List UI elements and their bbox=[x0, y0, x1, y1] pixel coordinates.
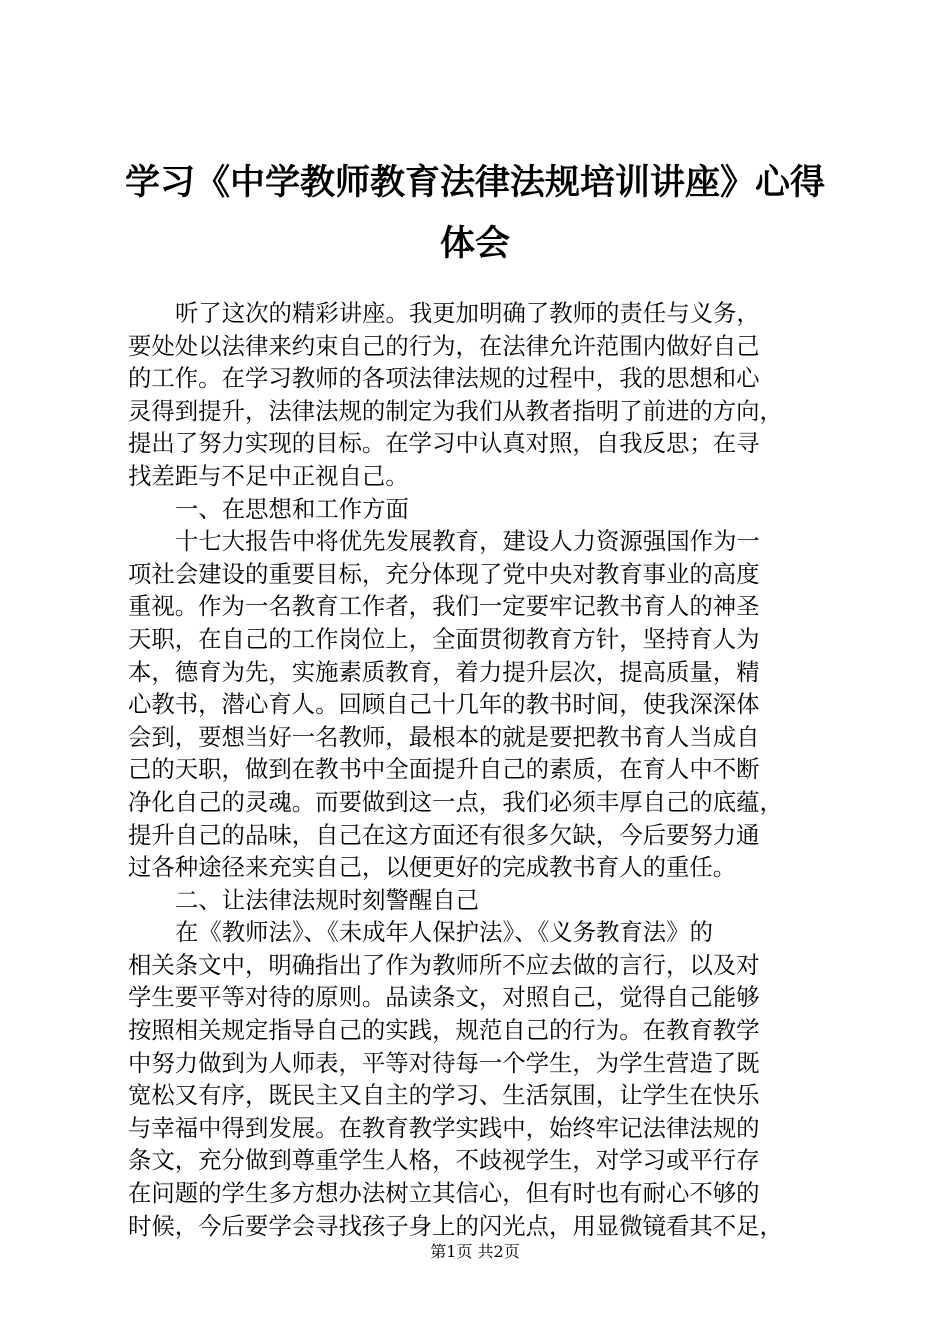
paragraph-line: 十七大报告中将优先发展教育，建设人力资源强国作为一 bbox=[175, 527, 760, 556]
paragraph-line: 与幸福中得到发展。在教育教学实践中，始终牢记法律法规的 bbox=[128, 1113, 760, 1142]
paragraph-line: 宽松又有序，既民主又自主的学习、生活氛围，让学生在快乐 bbox=[128, 1081, 760, 1110]
paragraph-line: 天职，在自己的工作岗位上，全面贯彻教育方针，坚持育人为 bbox=[128, 624, 760, 653]
page-number-footer: 第1页 共2页 bbox=[430, 1242, 520, 1261]
paragraph-line: 时候，今后要学会寻找孩子身上的闪光点，用显微镜看其不足， bbox=[128, 1211, 783, 1240]
paragraph-line: 在问题的学生多方想办法树立其信心，但有时也有耐心不够的 bbox=[128, 1179, 760, 1208]
paragraph-line: 过各种途径来充实自己，以便更好的完成教书育人的重任。 bbox=[128, 853, 737, 882]
document-title-line-1: 学习《中学教师教育法律法规培训讲座》心得 bbox=[124, 163, 825, 203]
paragraph-line: 灵得到提升，法律法规的制定为我们从教者指明了前进的方向， bbox=[128, 396, 783, 425]
paragraph-line: 心教书，潜心育人。回顾自己十几年的教书时间，使我深深体 bbox=[128, 690, 760, 719]
paragraph-line: 相关条文中，明确指出了作为教师所不应去做的言行，以及对 bbox=[128, 950, 760, 979]
paragraph-line: 听了这次的精彩讲座。我更加明确了教师的责任与义务， bbox=[175, 299, 760, 327]
paragraph-line: 要处处以法律来约束自己的行为，在法律允许范围内做好自己 bbox=[128, 331, 760, 360]
document-title-line-2: 体会 bbox=[439, 224, 510, 264]
paragraph-line: 中努力做到为人师表，平等对待每一个学生，为学生营造了既 bbox=[128, 1048, 760, 1077]
paragraph-line: 的工作。在学习教师的各项法律法规的过程中，我的思想和心 bbox=[128, 364, 760, 393]
paragraph-line: 按照相关规定指导自己的实践，规范自己的行为。在教育教学 bbox=[128, 1016, 760, 1045]
paragraph-line: 重视。作为一名教育工作者，我们一定要牢记教书育人的神圣 bbox=[128, 592, 760, 621]
paragraph-line: 净化自己的灵魂。而要做到这一点，我们必须丰厚自己的底蕴， bbox=[128, 787, 783, 816]
paragraph-line: 条文，充分做到尊重学生人格，不歧视学生，对学习或平行存 bbox=[128, 1146, 760, 1175]
paragraph-line: 学生要平等对待的原则。品读条文，对照自己，觉得自己能够 bbox=[128, 983, 760, 1012]
paragraph-line: 本，德育为先，实施素质教育，着力提升层次，提高质量，精 bbox=[128, 657, 760, 686]
paragraph-line: 会到，要想当好一名教师，最根本的就是要把教书育人当成自 bbox=[128, 722, 760, 751]
section-heading-1: 一、在思想和工作方面 bbox=[175, 494, 409, 523]
paragraph-line: 提升自己的品味，自己在这方面还有很多欠缺，今后要努力通 bbox=[128, 820, 760, 849]
paragraph-line: 项社会建设的重要目标，充分体现了党中央对教育事业的高度 bbox=[128, 559, 760, 588]
paragraph-line: 在《教师法》、《未成年人保护法》、《义务教育法》的 bbox=[175, 918, 713, 947]
paragraph-line: 找差距与不足中正视自己。 bbox=[128, 461, 409, 490]
document-body bbox=[128, 297, 838, 1242]
paragraph-line: 提出了努力实现的目标。在学习中认真对照，自我反思；在寻 bbox=[128, 429, 760, 458]
paragraph-line: 己的天职，做到在教书中全面提升自己的素质，在育人中不断 bbox=[128, 755, 760, 784]
section-heading-2: 二、让法律法规时刻警醒自己 bbox=[175, 885, 480, 914]
